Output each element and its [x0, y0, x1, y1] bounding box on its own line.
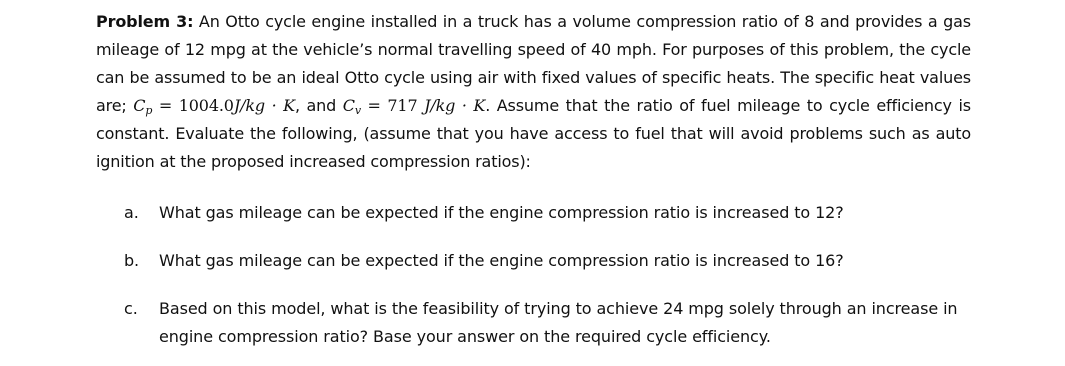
- cp-unit: J/kg · K: [233, 96, 295, 115]
- question-text: What gas mileage can be expected if the engine compression ratio is increased to 12?: [159, 203, 844, 222]
- cv-subscript: v: [354, 104, 361, 117]
- question-text: What gas mileage can be expected if the engine compression ratio is increased to 16?: [159, 251, 844, 270]
- question-letter: b.: [124, 251, 140, 270]
- problem-outro: . Assume that the ratio of fuel mileage to cycle efficiency is constant. Evaluate the following, (assume that you have access to fuel that will avoid problems such as auto ignition at the proposed increased compression ratios):: [96, 96, 971, 171]
- cv-symbol: C: [342, 96, 355, 115]
- question-text: Based on this model, what is the feasibility of trying to achieve 24 mpg solely through an increase in engine compression ratio? Base your answer on the required cycle efficiency.: [159, 299, 958, 346]
- problem-statement: [96, 8, 971, 176]
- cv-value: = 717: [367, 96, 418, 115]
- cp-value: = 1004.0: [158, 96, 234, 115]
- cp-equation: [133, 96, 295, 115]
- question-letter: c.: [124, 299, 138, 318]
- cv-unit: J/kg · K: [424, 96, 486, 115]
- question-letter: a.: [124, 203, 139, 222]
- and-text: , and: [294, 96, 337, 115]
- problem-intro: An Otto cycle engine installed in a truck has a volume compression ratio of 8 and provides a gas mileage of 12 mpg at the vehicle’s normal travelling speed of 40 mph. For purposes of this problem, the cycle can be assumed to be an ideal Otto cycle using air with fixed values of specific heats. The specific heat values are;: [96, 12, 971, 115]
- cp-subscript: p: [145, 104, 153, 117]
- cp-symbol: C: [133, 96, 146, 115]
- problem-label: Problem 3:: [96, 12, 194, 31]
- cv-equation: [343, 96, 485, 115]
